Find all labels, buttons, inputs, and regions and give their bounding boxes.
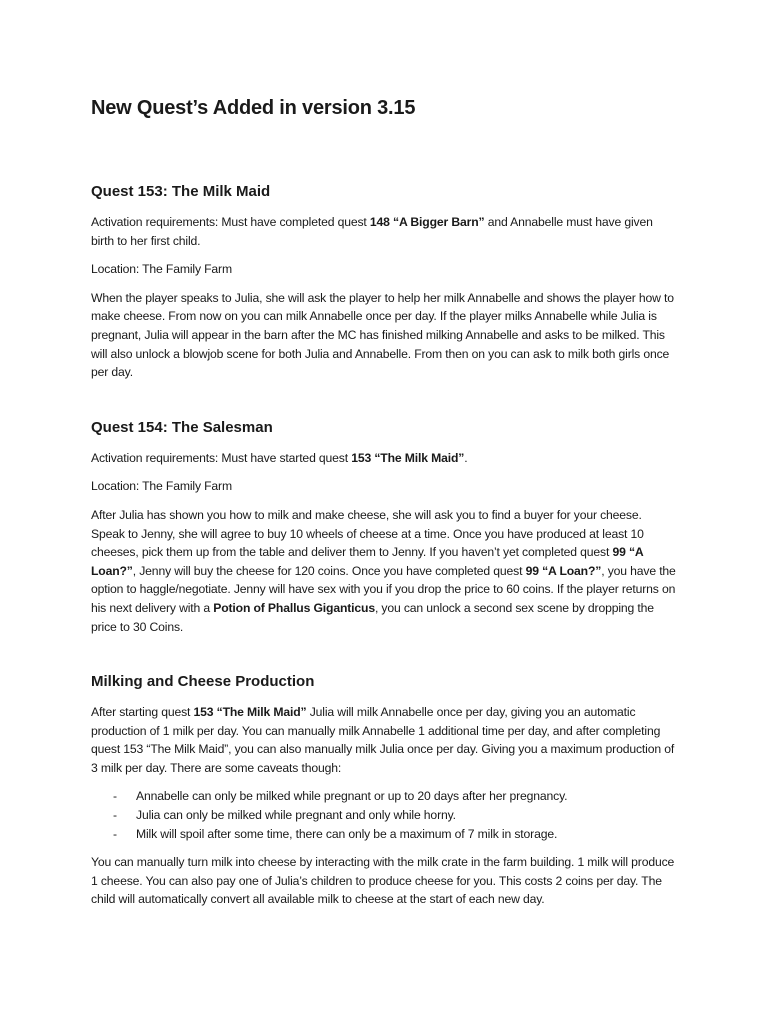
quest-154-heading: Quest 154: The Salesman xyxy=(91,418,273,436)
quest-154-activation xyxy=(91,449,676,468)
list-item-text: Milk will spoil after some time, there can only be a maximum of 7 milk in storage. xyxy=(136,826,558,841)
body-text: , you have the option to haggle/negotiate. Jenny will have sex with you if you drop the price to 60 coins. If the player returns on his next delivery with a xyxy=(91,563,676,615)
quest-154-body xyxy=(91,506,676,636)
body-text: After starting quest xyxy=(91,705,194,720)
body-text: , Jenny will buy the cheese for 120 coins. Once you have completed quest xyxy=(132,563,526,578)
list-item xyxy=(113,825,676,844)
list-item xyxy=(113,806,676,825)
quest-ref: 99 “A Loan?” xyxy=(525,563,602,578)
page-title: New Quest’s Added in version 3.15 xyxy=(91,97,416,119)
quest-154-location: Location: The Family Farm xyxy=(91,479,232,494)
milking-section xyxy=(91,672,676,909)
list-item xyxy=(113,787,676,806)
quest-ref: 99 “A Loan?” xyxy=(91,545,644,578)
caveats-list xyxy=(91,787,676,843)
activation-quest-ref: 148 “A Bigger Barn” xyxy=(369,215,485,229)
list-dash: - xyxy=(113,826,117,841)
milking-heading: Milking and Cheese Production xyxy=(91,673,315,691)
quest-154-section xyxy=(91,418,676,636)
milking-intro xyxy=(91,703,676,777)
quest-153-location: Location: The Family Farm xyxy=(91,262,232,277)
list-item-text: Annabelle can only be milked while pregnant or up to 20 days after her pregnancy. xyxy=(136,789,568,804)
quest-153-heading: Quest 153: The Milk Maid xyxy=(91,183,271,200)
activation-text: and Annabelle must have given birth to her first child. xyxy=(91,215,653,248)
quest-153-body: When the player speaks to Julia, she will ask the player to help her milk Annabelle and shows the player how to make cheese. From now on you can milk Annabelle once per day. If the player milks Annabelle while Julia is pregnant, Julia will appear in the barn after the MC has finished milking Annabelle and asks to be milked. This will also unlock a blowjob scene for both Julia and Annabelle. From then on you can ask to milk both girls once per day. xyxy=(91,290,674,380)
quest-153-activation xyxy=(91,213,676,250)
item-ref: Potion of Phallus Giganticus xyxy=(213,600,375,615)
quest-ref: 153 “The Milk Maid” xyxy=(193,705,307,720)
activation-text: Activation requirements: Must have started quest xyxy=(91,450,352,465)
milking-cheese-body: You can manually turn milk into cheese by interacting with the milk crate in the farm building. 1 milk will produce 1 cheese. You can also pay one of Julia’s children to produce cheese for you. This costs 2 coins per day. The child will automatically convert all available milk to cheese at the start of each new day. xyxy=(91,855,675,907)
activation-quest-ref: 153 “The Milk Maid” xyxy=(351,450,465,465)
activation-text: . xyxy=(464,450,468,465)
list-dash: - xyxy=(113,808,117,823)
body-text: , you can unlock a second sex scene by dropping the price to 30 Coins. xyxy=(91,600,654,634)
activation-text: Activation requirements: Must have completed quest xyxy=(91,215,370,229)
list-dash: - xyxy=(113,789,117,804)
quest-153-section xyxy=(91,182,676,382)
body-text: After Julia has shown you how to milk and make cheese, she will ask you to find a buyer for your cheese. Speak to Jenny, she will agree to buy 10 wheels of cheese at a time. Once you have produced at least 10 cheeses, pick them up from the table and deliver them to Jenny. If you haven’t yet completed quest xyxy=(91,507,644,560)
list-item-text: Julia can only be milked while pregnant and only while horny. xyxy=(136,808,456,823)
body-text: Julia will milk Annabelle once per day, giving you an automatic production of 1 milk per day. You can manually milk Annabelle 1 additional time per day, and after completing quest 153 “The Milk Maid”, you can also manually milk Julia once per day. Giving you a maximum production of 3 milk per day. There are some caveats though: xyxy=(91,705,675,775)
